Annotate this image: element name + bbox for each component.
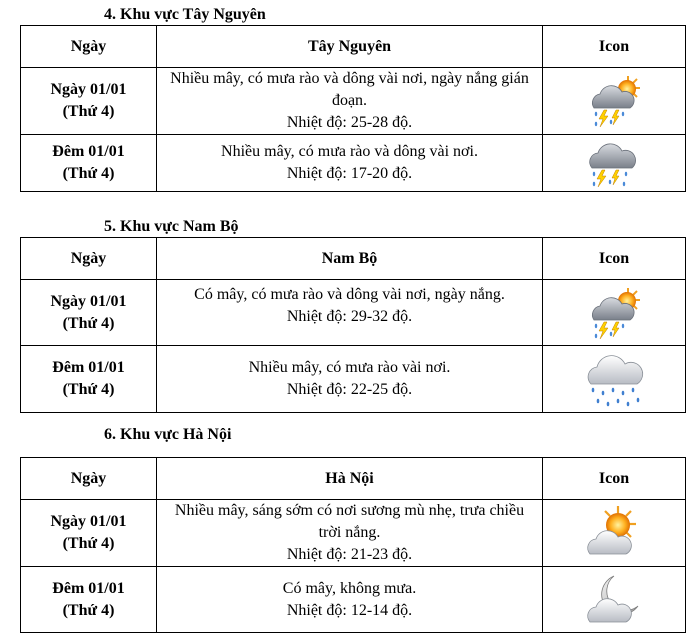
forecast-cell [157,135,543,192]
table-row [21,500,686,567]
icon-cell [543,500,686,567]
col-header-icon: Icon [543,458,686,500]
table-row [21,346,686,413]
col-header-region: Nam Bộ [157,238,543,280]
forecast-cell [157,500,543,567]
table-row [21,135,686,192]
forecast-desc: Có mây, có mưa rào và dông vài nơi, ngày nắng. [194,286,505,303]
forecast-desc: Có mây, không mưa. [282,579,417,597]
day-cell: Đêm 01/01 (Thứ 4) [21,135,157,192]
col-header-day: Ngày [21,458,157,500]
section-heading-nam-bo: 5. Khu vực Nam Bộ [104,218,239,235]
col-header-day: Ngày [21,238,157,280]
forecast-temp: Nhiệt độ: 17-20 độ. [286,165,413,182]
icon-cell [543,567,686,633]
col-header-region: Tây Nguyên [157,26,543,68]
icon-cell [543,346,686,413]
icon-cell [543,280,686,346]
forecast-temp: Nhiệt độ: 25-28 độ. [286,114,413,131]
forecast-table-nam-bo [20,237,686,413]
table-header-row [21,26,686,68]
table-row [21,68,686,135]
forecast-temp: Nhiệt độ: 12-14 độ. [286,601,413,619]
sun-cloud-thunderstorm-icon [584,72,644,130]
table-row [21,280,686,346]
forecast-desc: Nhiều mây, có mưa rào và dông vài nơi. [221,143,478,160]
day-cell: Ngày 01/01 (Thứ 4) [21,68,157,135]
forecast-cell [157,346,543,413]
icon-cell [543,68,686,135]
forecast-temp: Nhiệt độ: 21-23 độ. [286,546,413,563]
cloud-rain-icon [583,348,645,410]
table-row [21,567,686,633]
day-cell: Đêm 01/01 (Thứ 4) [21,346,157,413]
section-heading-ha-noi: 6. Khu vực Hà Nội [104,426,232,443]
forecast-desc: Nhiều mây, có mưa rào vài nơi. [248,359,451,376]
col-header-region: Hà Nội [157,458,543,500]
day-cell: Đêm 01/01 (Thứ 4) [21,567,157,633]
forecast-cell [157,68,543,135]
forecast-cell [157,280,543,346]
forecast-desc: Nhiều mây, có mưa rào và dông vài nơi, ngày nắng gián đoạn. [170,70,529,109]
sun-cloud-icon [584,504,644,562]
forecast-temp: Nhiệt độ: 22-25 độ. [286,381,413,398]
moon-cloud-icon [584,572,644,628]
section-heading-tay-nguyen: 4. Khu vực Tây Nguyên [104,6,266,23]
day-cell: Ngày 01/01 (Thứ 4) [21,500,157,567]
cloud-thunderstorm-icon [584,136,644,190]
sun-cloud-thunderstorm-icon [584,284,644,342]
forecast-temp: Nhiệt độ: 29-32 độ. [286,308,413,325]
col-header-icon: Icon [543,26,686,68]
table-header-row [21,458,686,500]
forecast-table-ha-noi [20,457,686,633]
day-cell: Ngày 01/01 (Thứ 4) [21,280,157,346]
forecast-cell [157,567,543,633]
col-header-icon: Icon [543,238,686,280]
forecast-desc: Nhiều mây, sáng sớm có nơi sương mù nhẹ, trưa chiều trời nắng. [174,502,525,541]
forecast-table-tay-nguyen [20,25,686,192]
col-header-day: Ngày [21,26,157,68]
icon-cell [543,135,686,192]
table-header-row [21,238,686,280]
